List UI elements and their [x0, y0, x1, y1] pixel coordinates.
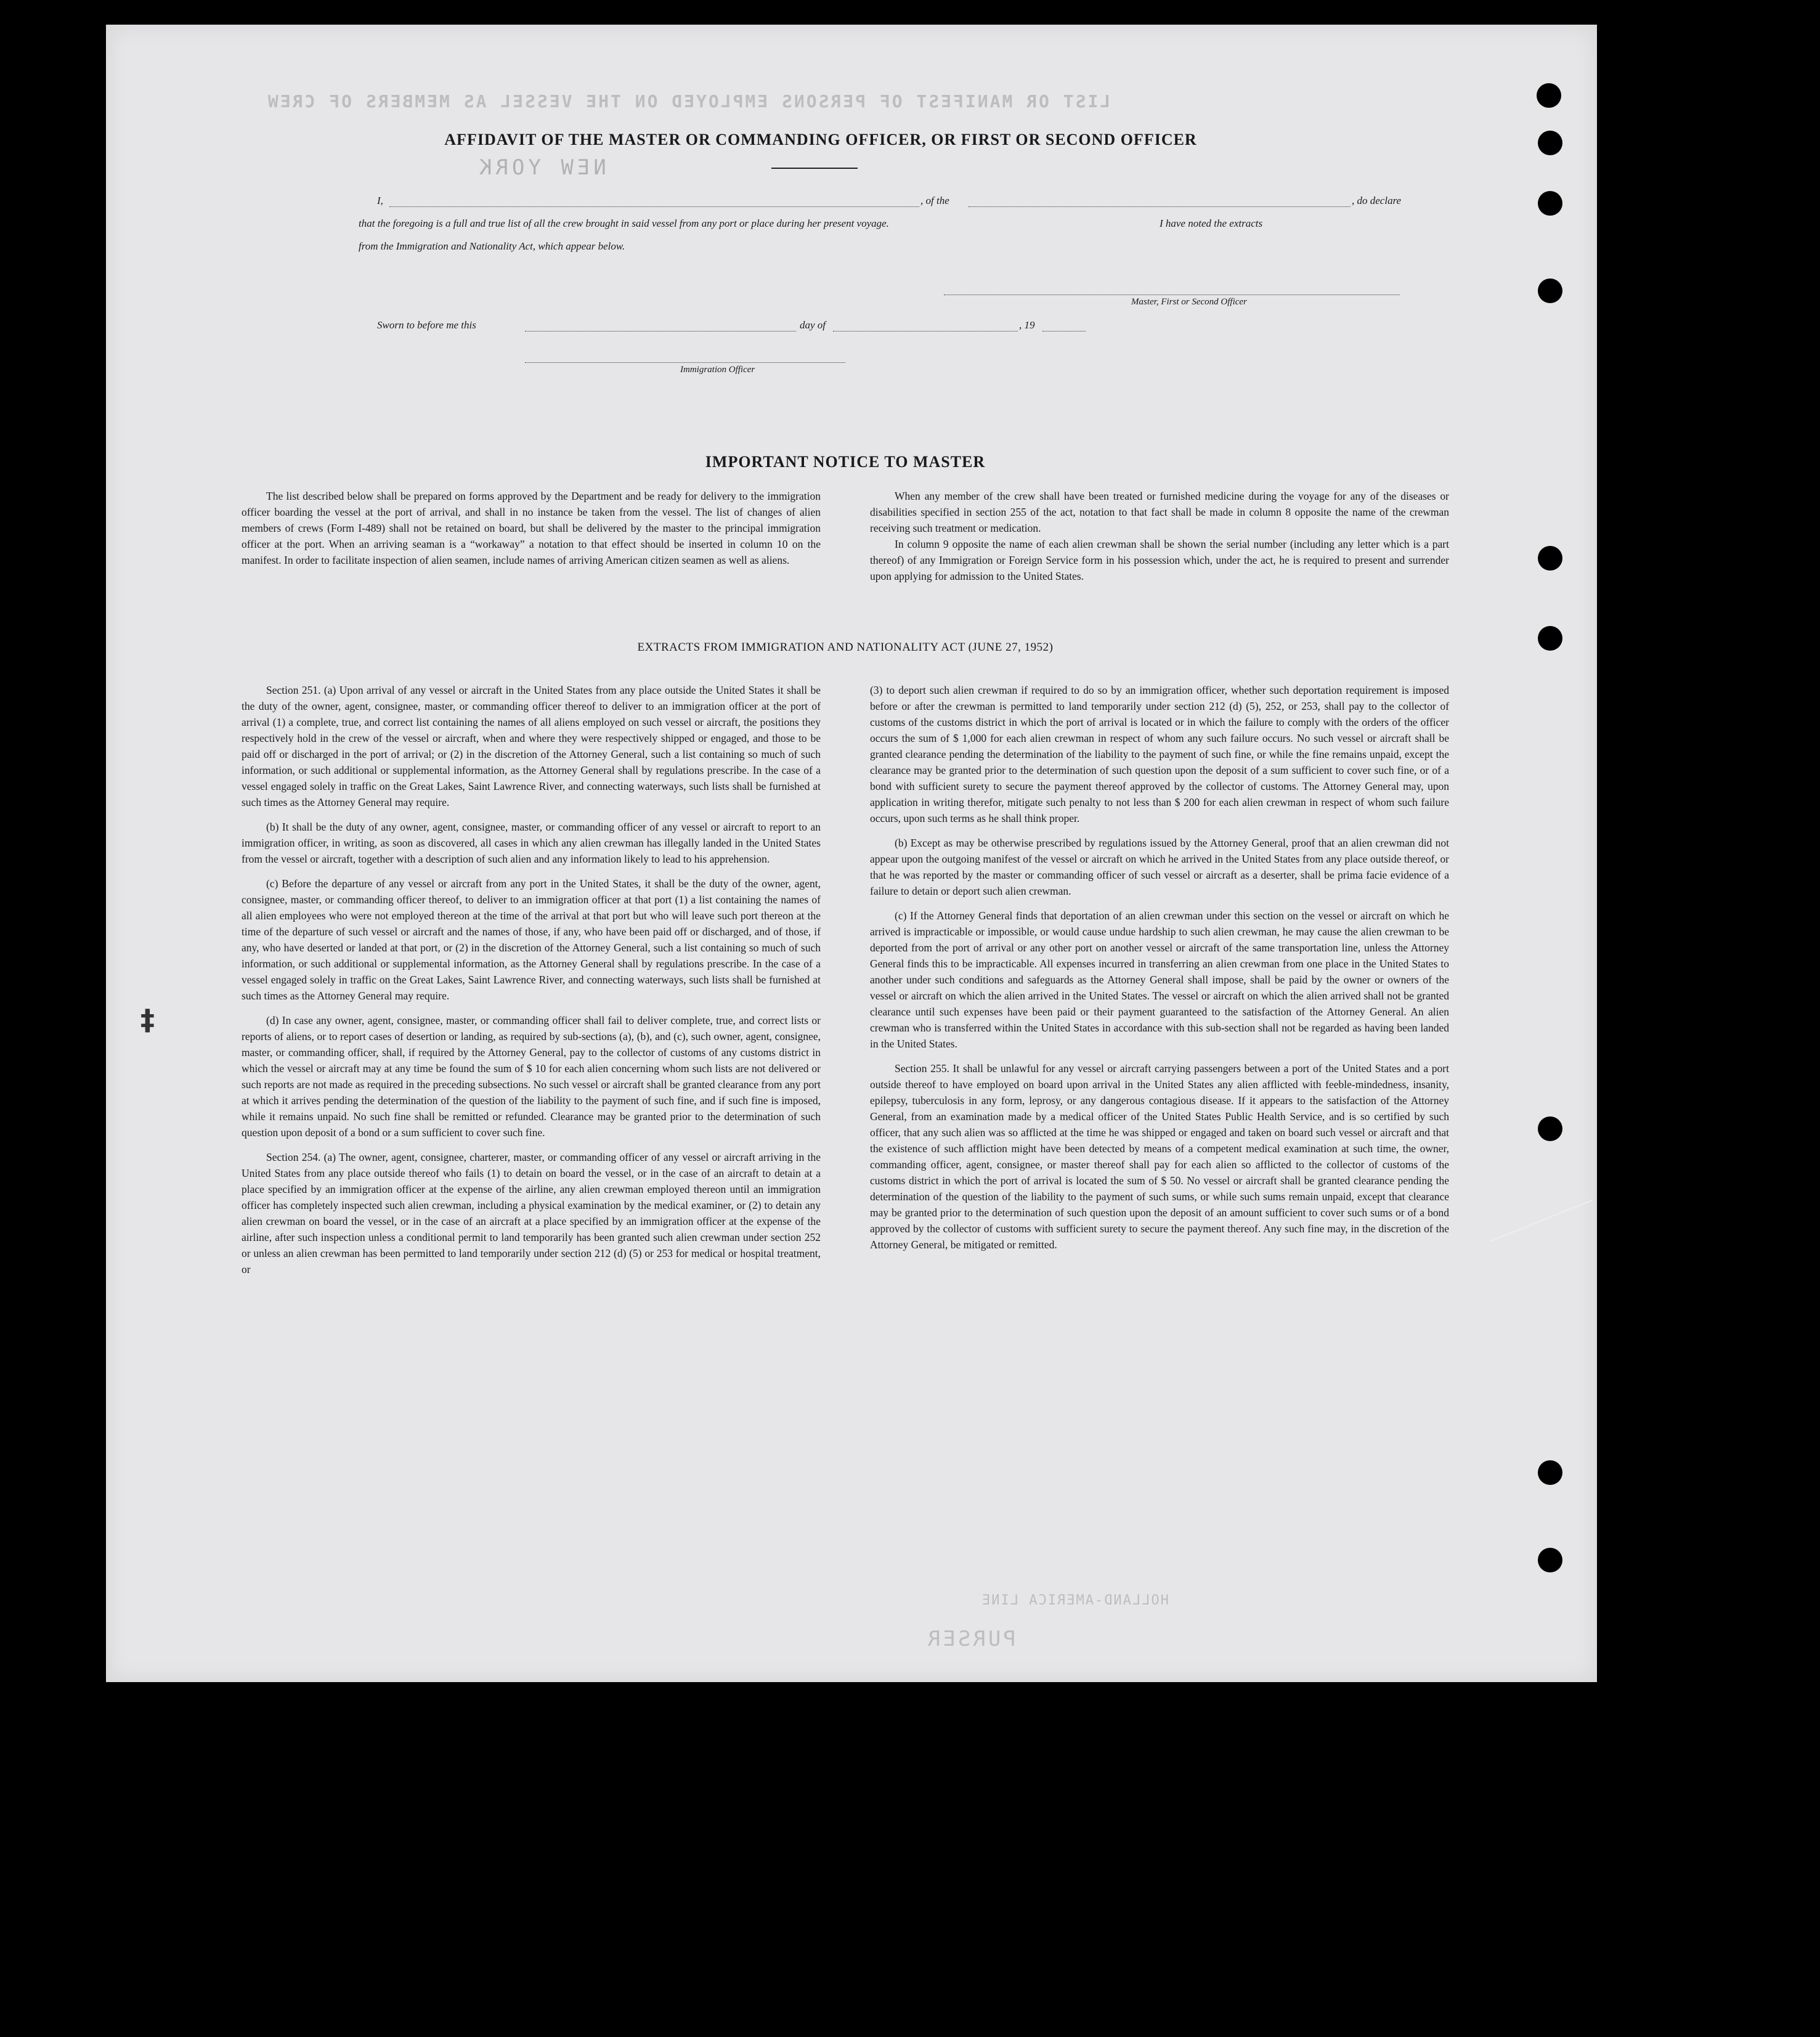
notice-left-paragraph: The list described below shall be prepared on forms approved by the Department and be ready for delivery to the immigration officer boarding the vessel at the port of arrival, and shall in no instance be taken from the vessel. The list of changes of alien members of crews (Form I-489) shall not be retained on board, but shall be delivered by the master to the principal immigration officer at the port. When an arriving seaman is a “workaway” a notation to that effect should be inserted in column 10 on the manifest. In order to facilitate inspection of alien seamen, include names of arriving American citizen seamen as well as aliens.: [242, 490, 821, 566]
punch-hole: [1538, 1460, 1562, 1485]
master-signature-label: Master, First or Second Officer: [1131, 297, 1247, 307]
section-254a: Section 254. (a) The owner, agent, consignee, charterer, master, or commanding officer of any vessel or aircraft arriving in the United States from any place outside thereof who fails (1) to detain on board the vessel, or in the case of an aircraft to detain at a place specified by an immigration officer at the expense of the airline, any alien crewman employed thereon until an immigration officer has completely inspected such alien crewman, including a physical examination by the medical examiner, or (2) to detain any alien crewman on board the vessel, or in the case of an aircraft at a place specified by an immigration officer at the expense of the airline, after such inspection unless a conditional permit to land temporarily has been granted such alien crewman under section 252 or unless an alien crewman has been permitted to land temporarily under section 212 (d) (5) or 253 for medical or hospital treatment, or: [242, 1151, 821, 1275]
extracts-right-column: [870, 682, 1449, 1261]
affidavit-line-2: that the foregoing is a full and true list of all the crew brought in said vessel from any port or place during her present voyage.: [359, 218, 889, 229]
show-through-stamp-line: HOLLAND-AMERICA LINE: [981, 1593, 1169, 1608]
officer-signature-line[interactable]: [525, 362, 845, 363]
notice-right-column: [870, 488, 1449, 593]
show-through-port: NEW YORK: [476, 155, 606, 180]
officer-signature-label: Immigration Officer: [680, 365, 755, 375]
punch-hole: [1538, 626, 1562, 651]
punch-hole: [1538, 279, 1562, 303]
affidavit-i: I,: [377, 195, 383, 206]
extracts-left-column: [242, 682, 821, 1286]
punch-hole: [1538, 1116, 1562, 1141]
section-251c: (c) Before the departure of any vessel or aircraft from any port in the United States, it shall be the duty of the owner, agent, consignee, master, or commanding officer thereof, to deliver to an immigration officer at that port (1) a list containing the names of all alien employees who were not employed thereon at the time of the arrival at that port but who will leave such port thereon at the time of the departure of such vessel or aircraft and the names of those, if any, who have been paid off or discharged, and of those, if any, who have deserted or landed at that port, or (2) in the discretion of the Attorney General, such a list containing so much of such information, or such additional or supplemental information, as the Attorney General shall by regulations prescribe. In the case of a vessel engaged solely in traffic on the Great Lakes, Saint Lawrence River, and connecting waterways, such lists shall be furnished at such times as the Attorney General may require.: [242, 877, 821, 1002]
section-254b: (b) Except as may be otherwise prescribed by regulations issued by the Attorney General, proof that an alien crewman did not appear upon the outgoing manifest of the vessel or aircraft on which he arrived in the United States from any place outside thereof, or that he was reported by the master or commanding officer of such vessel or aircraft as a deserter, shall be prima facie evidence of a failure to detain or deport such alien crewman.: [870, 837, 1449, 897]
notice-right-paragraph-2: In column 9 opposite the name of each alien crewman shall be shown the serial number (including any letter which is a part thereof) of any Immigration or Foreign Service form in his possession which, under the act, he is required to present and surrender upon applying for admission to the United States.: [870, 538, 1449, 582]
extracts-title: EXTRACTS FROM IMMIGRATION AND NATIONALITY ACT (JUNE 27, 1952): [637, 641, 1054, 654]
punch-hole: [1538, 1548, 1562, 1572]
notice-left-column: [242, 488, 821, 577]
section-254a-cont: (3) to deport such alien crewman if required to do so by an immigration officer, whether such deportation requirement is imposed before or after the crewman is permitted to land temporarily under section 212 (d) (5), 252, or 253, shall pay to the collector of customs of the customs district in which the port of arrival is located or in which the failure to comply with the orders of the officer occurs the sum of $ 1,000 for each alien crewman in respect of whom any such failure occurs. No such vessel or aircraft shall be granted clearance pending the determination of the liability to the payment of such fine, or while the fine remains unpaid, except the clearance may be granted prior to the determination of such question upon the deposit of a sum sufficient to cover such fine, or of a bond with sufficient surety to secure the payment thereof approved by the collector of customs. The Attorney General may, upon application in writing therefor, mitigate such penalty to not less than $ 200 for each alien crewman in respect of whom such failure occurs, upon such terms as he shall think proper.: [870, 684, 1449, 824]
show-through-header: LIST OR MANIFEST OF PERSONS EMPLOYED ON THE VESSEL AS MEMBERS OF CREW: [266, 91, 1111, 112]
punch-hole: [1537, 83, 1561, 108]
punch-hole: [1538, 546, 1562, 571]
affidavit-line-2-end: I have noted the extracts: [1160, 218, 1263, 229]
affidavit-line-3: from the Immigration and Nationality Act, which appear below.: [359, 240, 625, 252]
notice-right-paragraph-1: When any member of the crew shall have been treated or furnished medicine during the voyage for any of the diseases or disabilities specified in section 255 of the act, notation to that fact shall be made in column 8 opposite the name of the crewman receiving such treatment or medication.: [870, 490, 1449, 534]
notice-title: IMPORTANT NOTICE TO MASTER: [705, 453, 986, 471]
margin-pen-stroke: [1490, 1199, 1593, 1242]
sworn-label: Sworn to before me this: [377, 319, 476, 331]
section-254c: (c) If the Attorney General finds that deportation of an alien crewman under this section on the vessel or aircraft on which he arrived is impracticable or impossible, or would cause undue hardship to such alien crewman, he may cause the alien crewman to be deported from the port of arrival or any other port on another vessel or aircraft of the same transportation line, unless the Attorney General finds this to be impracticable. All expenses incurred in transferring an alien crewman from one place in the United States to another under such conditions and safeguards as the Attorney General shall impose, shall be paid by the owner or owners of the vessel or aircraft on which the alien arrived in the United States. The vessel or aircraft on which the alien arrived shall not be granted clearance until such expenses have been paid or their payment guaranteed to the satisfaction of the Attorney General. An alien crewman who is transferred within the United States in accordance with this sub-section shall not be regarded as having been landed in the United States.: [870, 909, 1449, 1050]
section-255: Section 255. It shall be unlawful for any vessel or aircraft carrying passengers between a port of the United States and a port outside thereof to have employed on board upon arrival in the United States any alien afflicted with feeble-mindedness, insanity, epilepsy, tuberculosis in any form, leprosy, or any dangerous contagious disease. If it appears to the satisfaction of the Attorney General, from an examination made by a medical officer of the United States Public Health Service, and is so certified by such officer, that any such alien was so afflicted at the time he was shipped or engaged and taken on board such vessel or aircraft and that the existence of such affliction might have been detected by means of a competent medical examination at such time, the owner, commanding officer, agent, consignee, or master thereof shall pay for each alien so afflicted to the collector of customs of the customs district in which the port of arrival is located the sum of $ 50. No vessel or aircraft shall be granted clearance pending the determination of the question of the liability to the payment of such sums, or while such sums remain unpaid, except that clearance may be granted prior to the determination of such question upon the deposit of an amount sufficient to cover such sums or of a bond approved by the collector of customs with sufficient surety to secure the payment thereof. Any such fine may, in the discretion of the Attorney General, be mitigated or remitted.: [870, 1062, 1449, 1251]
day-of-label: day of: [800, 319, 826, 331]
affidavit-title: AFFIDAVIT OF THE MASTER OR COMMANDING OFFICER, OR FIRST OR SECOND OFFICER: [444, 131, 1197, 148]
affidavit-do-declare: , do declare: [1352, 195, 1402, 206]
show-through-purser: PURSER: [925, 1627, 1016, 1651]
vessel-name-line[interactable]: [969, 206, 1351, 207]
title-rule: [771, 168, 858, 169]
punch-hole: [1538, 131, 1562, 155]
section-251d: (d) In case any owner, agent, consignee, master, or commanding officer shall fail to deliver complete, true, and correct lists or reports of aliens, or to report cases of desertion or landing, as required by sub-sections (a), (b), and (c), such owner, agent, consignee, master, or commanding officer, shall, if required by the Attorney General, pay to the collector of customs of any customs district in which the vessel or aircraft may at any time be found the sum of $ 10 for each alien concerning whom such lists are not delivered or such reports are not made as required in the preceding subsections. No such vessel or aircraft shall be granted clearance from any port at which it arrives pending the determination of the question of the liability to the payment of such fine, and if such fine is imposed, while it remains unpaid. No such fine shall be remitted or refunded. Clearance may be granted prior to the determination of such question upon deposit of a bond or a sum sufficient to cover such fine.: [242, 1014, 821, 1139]
margin-mark: ‡: [140, 1003, 155, 1036]
affidavit-of-the: , of the: [920, 195, 949, 206]
master-name-line[interactable]: [389, 206, 919, 207]
document-page: [106, 25, 1597, 1682]
punch-hole: [1538, 191, 1562, 216]
year-label: , 19: [1019, 319, 1035, 331]
section-251a: Section 251. (a) Upon arrival of any vessel or aircraft in the United States from any place outside the United States it shall be the duty of the owner, agent, consignee, master, or commanding officer thereof to deliver to an immigration officer at the port of arrival (1) a complete, true, and correct list containing the names of all aliens employed on such vessel or aircraft, the positions they respectively hold in the crew of the vessel or aircraft, when and where they were respectively shipped or engaged, and those to be paid off or discharged in the port of arrival; or (2) in the discretion of the Attorney General, such a list containing so much of such information, or such additional or supplemental information, as the Attorney General shall by regulations prescribe. In the case of a vessel engaged solely in traffic on the Great Lakes, Saint Lawrence River, and connecting waterways, such lists shall be furnished at such times as the Attorney General may require.: [242, 684, 821, 808]
section-251b: (b) It shall be the duty of any owner, agent, consignee, master, or commanding officer of any vessel or aircraft to report to an immigration officer, in writing, as soon as discovered, all cases in which any alien crewman has illegally landed in the United States from the vessel or aircraft, together with a description of such alien and any information likely to lead to his apprehension.: [242, 821, 821, 865]
